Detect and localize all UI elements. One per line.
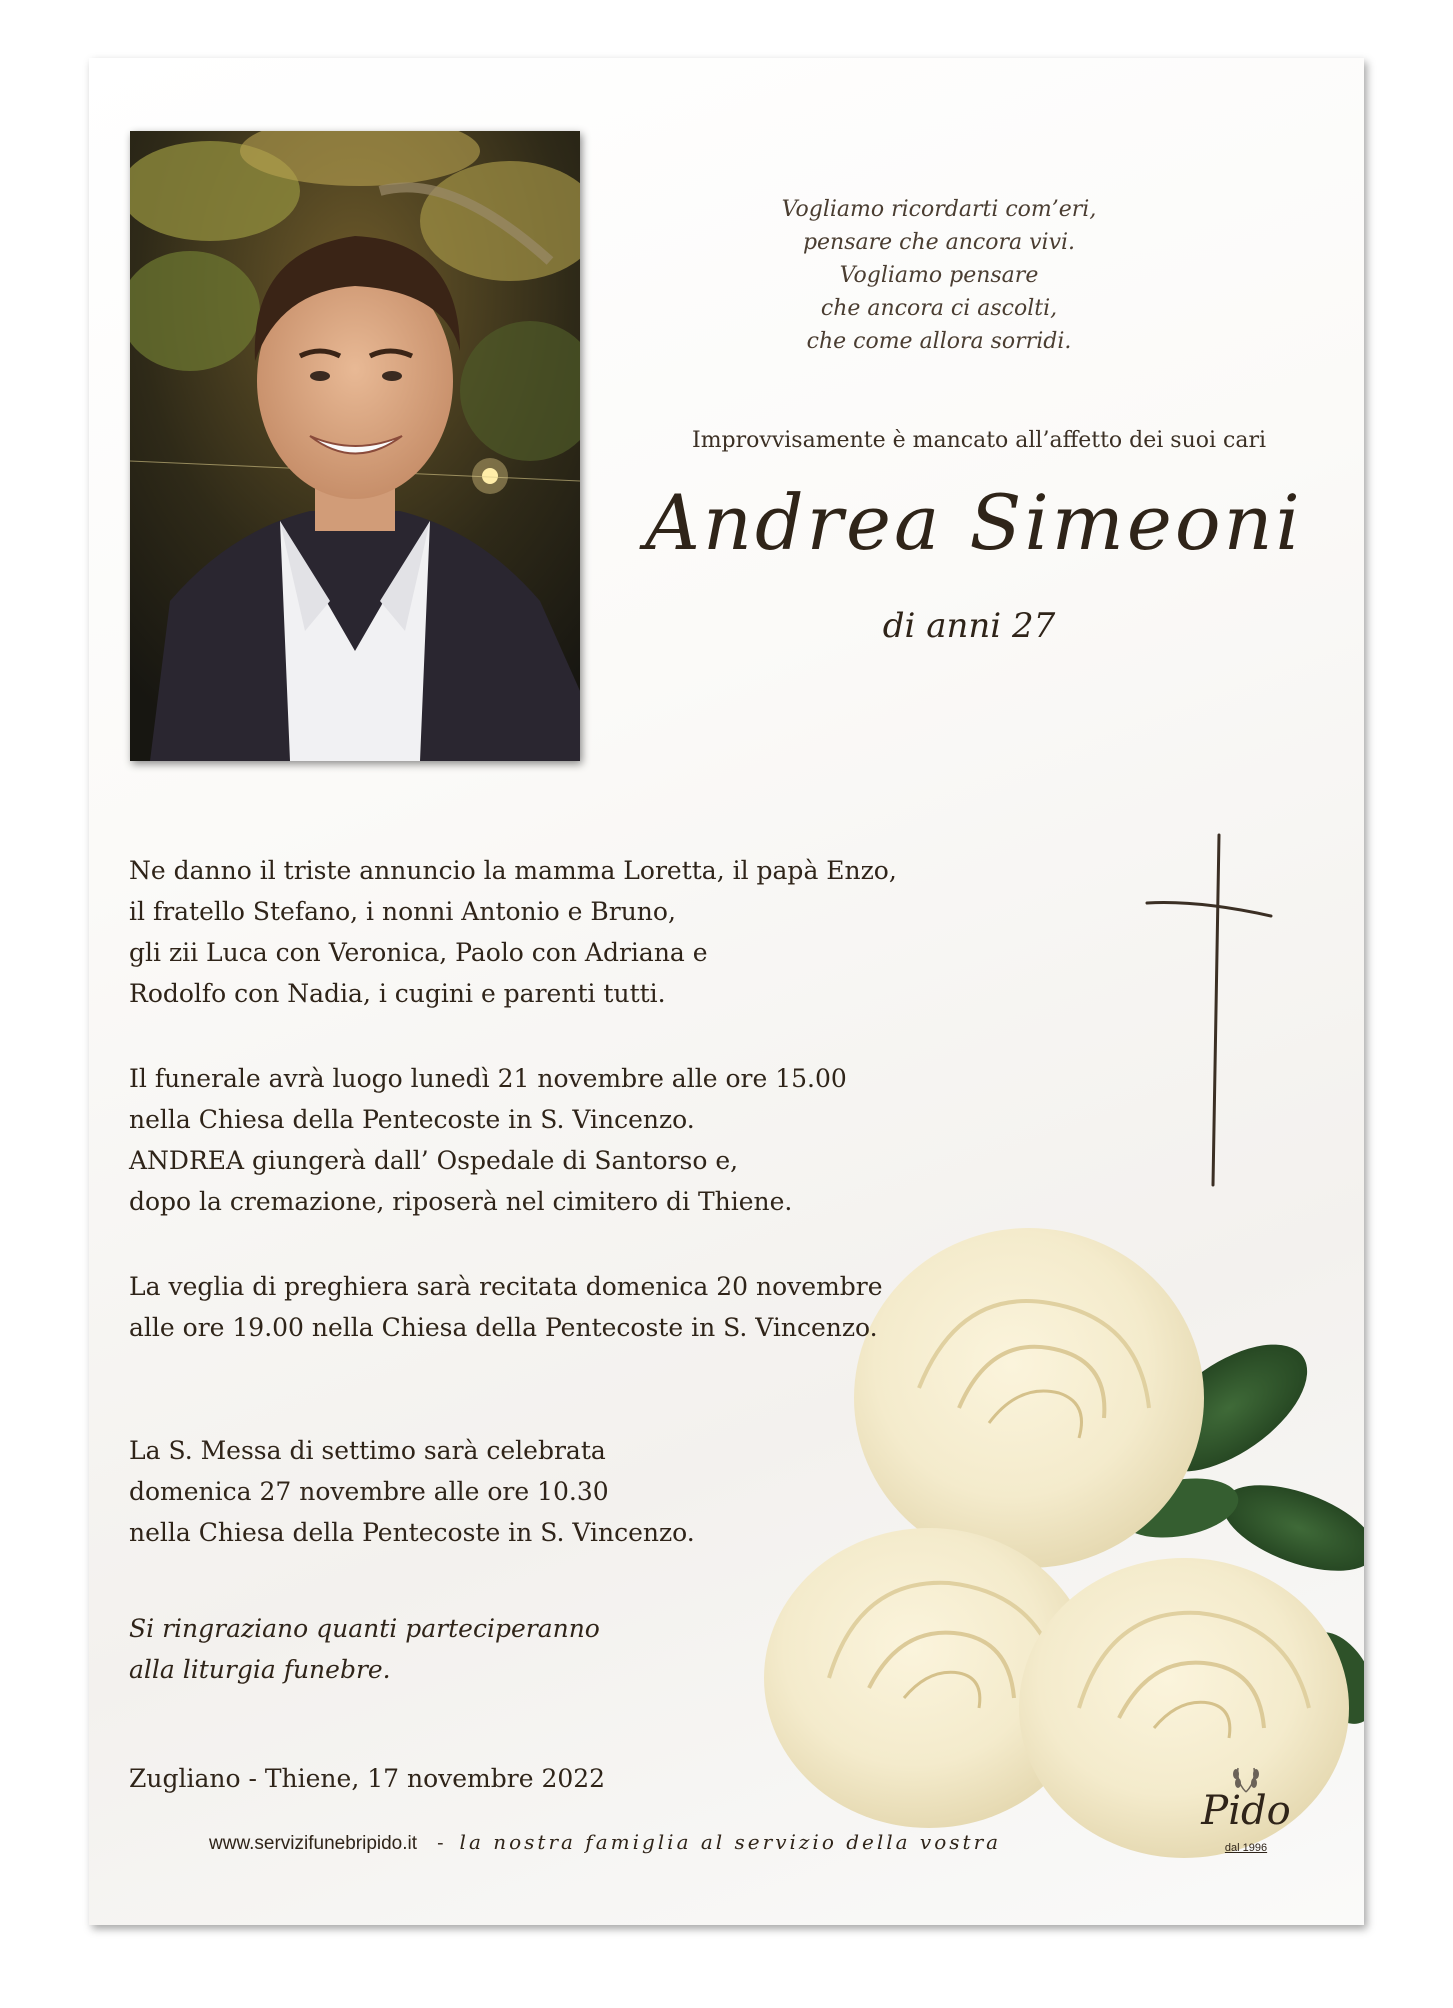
poem-line: che come allora sorridi. [806, 329, 1072, 354]
cross-icon [1139, 830, 1279, 1190]
poem-line: Vogliamo ricordarti com’eri, [781, 197, 1097, 222]
thanks-note [129, 1608, 989, 1690]
text-line: il fratello Stefano, i nonni Antonio e Bruno, [129, 897, 676, 926]
text-line: Il funerale avrà luogo lunedì 21 novembre alle ore 15.00 [129, 1064, 847, 1093]
text-line: nella Chiesa della Pentecoste in S. Vincenzo. [129, 1105, 695, 1134]
deceased-age: di anni 27 [882, 606, 1056, 646]
text-line: ANDREA giungerà dall’ Ospedale di Santorso e, [129, 1146, 739, 1175]
text-line: La veglia di preghiera sarà recitata domenica 20 novembre [129, 1272, 883, 1301]
announcement-intro: Improvvisamente è mancato all’affetto dei suoi cari [692, 428, 1266, 453]
funeral-details [129, 1058, 989, 1222]
poem-line: pensare che ancora vivi. [802, 230, 1076, 255]
text-line: domenica 27 novembre alle ore 10.30 [129, 1477, 609, 1506]
poem-line: Vogliamo pensare [839, 263, 1039, 288]
text-line: La S. Messa di settimo sarà celebrata [129, 1436, 606, 1465]
text-line: alla liturgia funebre. [129, 1655, 391, 1684]
footer [209, 1830, 1189, 1855]
vigil-details [129, 1266, 989, 1348]
deceased-name: Andrea Simeoni [645, 478, 1303, 567]
footer-separator: - [437, 1832, 444, 1854]
mass-details [129, 1430, 989, 1553]
text-line: Ne danno il triste annuncio la mamma Loretta, il papà Enzo, [129, 856, 897, 885]
website-link[interactable]: www.servizifunebripido.it [209, 1833, 418, 1854]
poem-line: che ancora ci ascolti, [820, 296, 1058, 321]
text-line: gli zii Luca con Veronica, Paolo con Adriana e [129, 938, 708, 967]
logo-subtitle: dal 1996 [1224, 1842, 1268, 1854]
logo-text: Pido [1201, 1788, 1291, 1834]
family-announcement [129, 850, 989, 1014]
text-line: Rodolfo con Nadia, i cugini e parenti tutti. [129, 979, 666, 1008]
memorial-poem [729, 193, 1149, 358]
portrait-photo [130, 131, 580, 761]
text-line: alle ore 19.00 nella Chiesa della Pentecoste in S. Vincenzo. [129, 1313, 878, 1342]
funeral-home-logo [1191, 1764, 1301, 1864]
text-line: Si ringraziano quanti parteciperanno [129, 1614, 600, 1643]
place-date: Zugliano - Thiene, 17 novembre 2022 [129, 1764, 606, 1793]
text-line: dopo la cremazione, riposerà nel cimitero di Thiene. [129, 1187, 793, 1216]
obituary-sheet [89, 58, 1364, 1925]
footer-slogan: la nostra famiglia al servizio della vostra [459, 1830, 1002, 1854]
text-line: nella Chiesa della Pentecoste in S. Vincenzo. [129, 1518, 695, 1547]
